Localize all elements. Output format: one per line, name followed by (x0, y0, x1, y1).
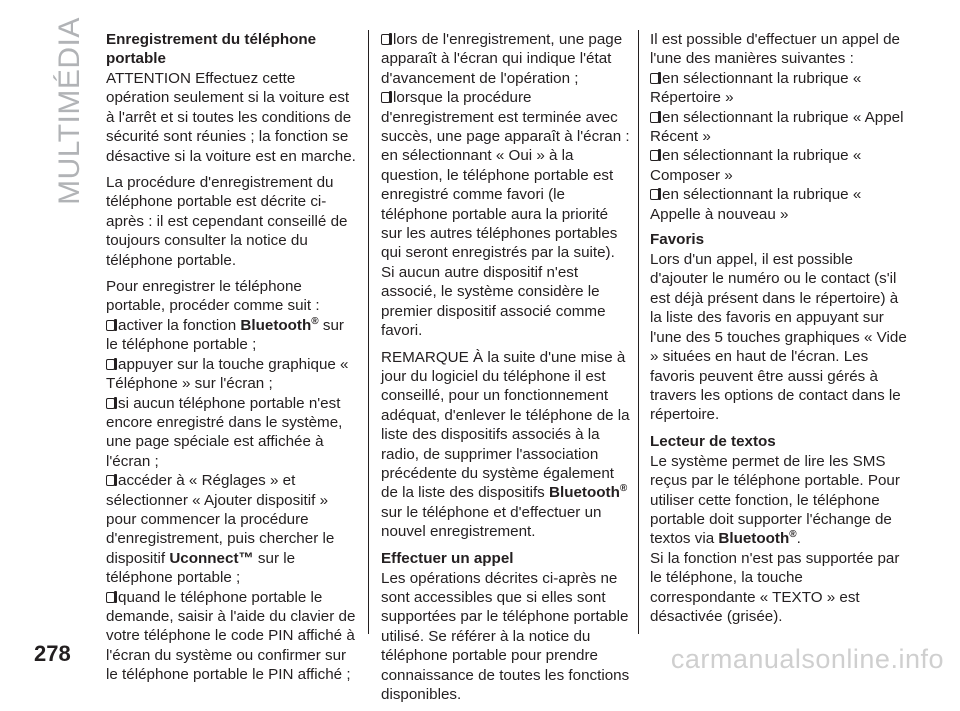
paragraph-remarque: REMARQUE À la suite d'une mise à jour du logiciel du téléphone il est conseillé, pour un fonctionnement adéquat, d'enlever le téléphone de la liste des dispositifs associés à la radio, de supprimer l'association précédente du système également de la liste des dispositifs Bluetooth® sur le téléphone et d'effectuer un nouvel enregistrement. (381, 348, 630, 541)
bullet-icon (106, 359, 115, 370)
bullet-icon (650, 150, 659, 161)
list-item: lors de l'enregistrement, une page apparaît à l'écran qui indique l'état d'avancement de l'opération ; (381, 31, 623, 87)
paragraph-appel-intro: Il est possible d'effectuer un appel de l'une des manières suivantes : (650, 31, 901, 68)
section-title (52, 17, 88, 205)
bullet-icon (106, 592, 115, 603)
bullet-icon (650, 112, 659, 123)
paragraph-texto: Si la fonction n'est pas supportée par le téléphone, la touche correspondante « TEXTO » est désactivée (grisée). (650, 549, 900, 625)
list-item: en sélectionnant la rubrique « Appelle à nouveau » (650, 186, 862, 223)
bullet-icon (106, 475, 115, 486)
paragraph-operations: Les opérations décrites ci-après ne sont accessibles que si elles sont supportées par le téléphone portable utilisé. Se référer à la notice du téléphone portable pour prendre connaissance de toutes les fonctions disponibles. (381, 569, 630, 703)
paragraph-lecteur: Le système permet de lire les SMS reçus par le téléphone portable. Pour utiliser cette fonction, le téléphone portable doit supporter l'échange de textos via Bluetooth®. (650, 452, 900, 548)
column-divider-1 (368, 30, 369, 634)
list-item: lorsque la procédure d'enregistrement est terminée avec succès, une page apparaît à l'écran : en sélectionnant « Oui » à la question, le téléphone portable est enregistré comme favori (le téléphone portable aura la priorité sur les autres téléphones portables qui seront enregistrés par la suite). Si aucun autre dispositif n'est associé, le système considère le premier dispositif associé comme favori. (381, 89, 630, 340)
list-item: accéder à « Réglages » et sélectionner « Ajouter dispositif » pour commencer la procédure d'enregistrement, puis chercher le dispositif Uconnect™ sur le téléphone portable ; (106, 472, 335, 587)
heading-effectuer-appel: Effectuer un appel (381, 549, 514, 567)
paragraph-procedure: La procédure d'enregistrement du téléphone portable est décrite ci-après : il est cependant conseillé de toujours consulter la notice du téléphone portable. (106, 174, 348, 269)
column-2 (381, 30, 631, 711)
list-item: appuyer sur la touche graphique « Téléphone » sur l'écran ; (106, 355, 349, 393)
page-number: 278 (34, 641, 71, 666)
bullet-icon (381, 34, 390, 45)
list-item: en sélectionnant la rubrique « Appel Récent » (650, 108, 904, 146)
watermark: carmanualsonline.info (670, 644, 944, 674)
brand-uconnect: Uconnect™ (169, 549, 254, 567)
bullet-icon (650, 73, 659, 84)
section-title-text: MULTIMÉDIA (53, 17, 87, 205)
heading-favoris: Favoris (650, 231, 705, 249)
column-3 (650, 30, 910, 633)
brand-bluetooth: Bluetooth® (718, 529, 797, 548)
heading-enregistrement: Enregistrement du téléphone portable (106, 31, 317, 67)
column-divider-2 (638, 30, 639, 634)
column-1 (106, 30, 356, 685)
list-item: activer la fonction Bluetooth® sur le téléphone portable ; (106, 315, 344, 354)
list-item: en sélectionnant la rubrique « Répertoire » (650, 69, 862, 107)
paragraph-attention: ATTENTION Effectuez cette opération seulement si la voiture est à l'arrêt et si toutes les conditions de sécurité sont réunies ; la fonction se désactive si la voiture est en marche. (106, 70, 356, 165)
list-item: si aucun téléphone portable n'est encore enregistré dans le système, une page spéciale est affichée à l'écran ; (106, 394, 343, 470)
bullet-icon (650, 189, 659, 200)
list-item: quand le téléphone portable le demande, saisir à l'aide du clavier de votre téléphone le code PIN affiché à l'écran du système ou confirmer sur le téléphone portable le PIN affiché ; (106, 588, 356, 684)
bullet-icon (106, 320, 115, 331)
brand-bluetooth: Bluetooth® (549, 483, 628, 502)
bullet-icon (381, 92, 390, 103)
brand-bluetooth: Bluetooth® (240, 315, 319, 334)
paragraph-intro-steps: Pour enregistrer le téléphone portable, procéder comme suit : (106, 278, 320, 315)
paragraph-favoris: Lors d'un appel, il est possible d'ajouter le numéro ou le contact (s'il est déjà présent dans le répertoire) à la liste des favoris en appuyant sur l'une des 5 touches graphiques « Vide » situées en haut de l'écran. Les favoris peuvent être aussi gérés à travers les options de contact dans le répertoire. (650, 251, 907, 424)
heading-lecteur-textos: Lecteur de textos (650, 432, 776, 450)
list-item: en sélectionnant la rubrique « Composer » (650, 147, 862, 184)
bullet-icon (106, 398, 115, 409)
